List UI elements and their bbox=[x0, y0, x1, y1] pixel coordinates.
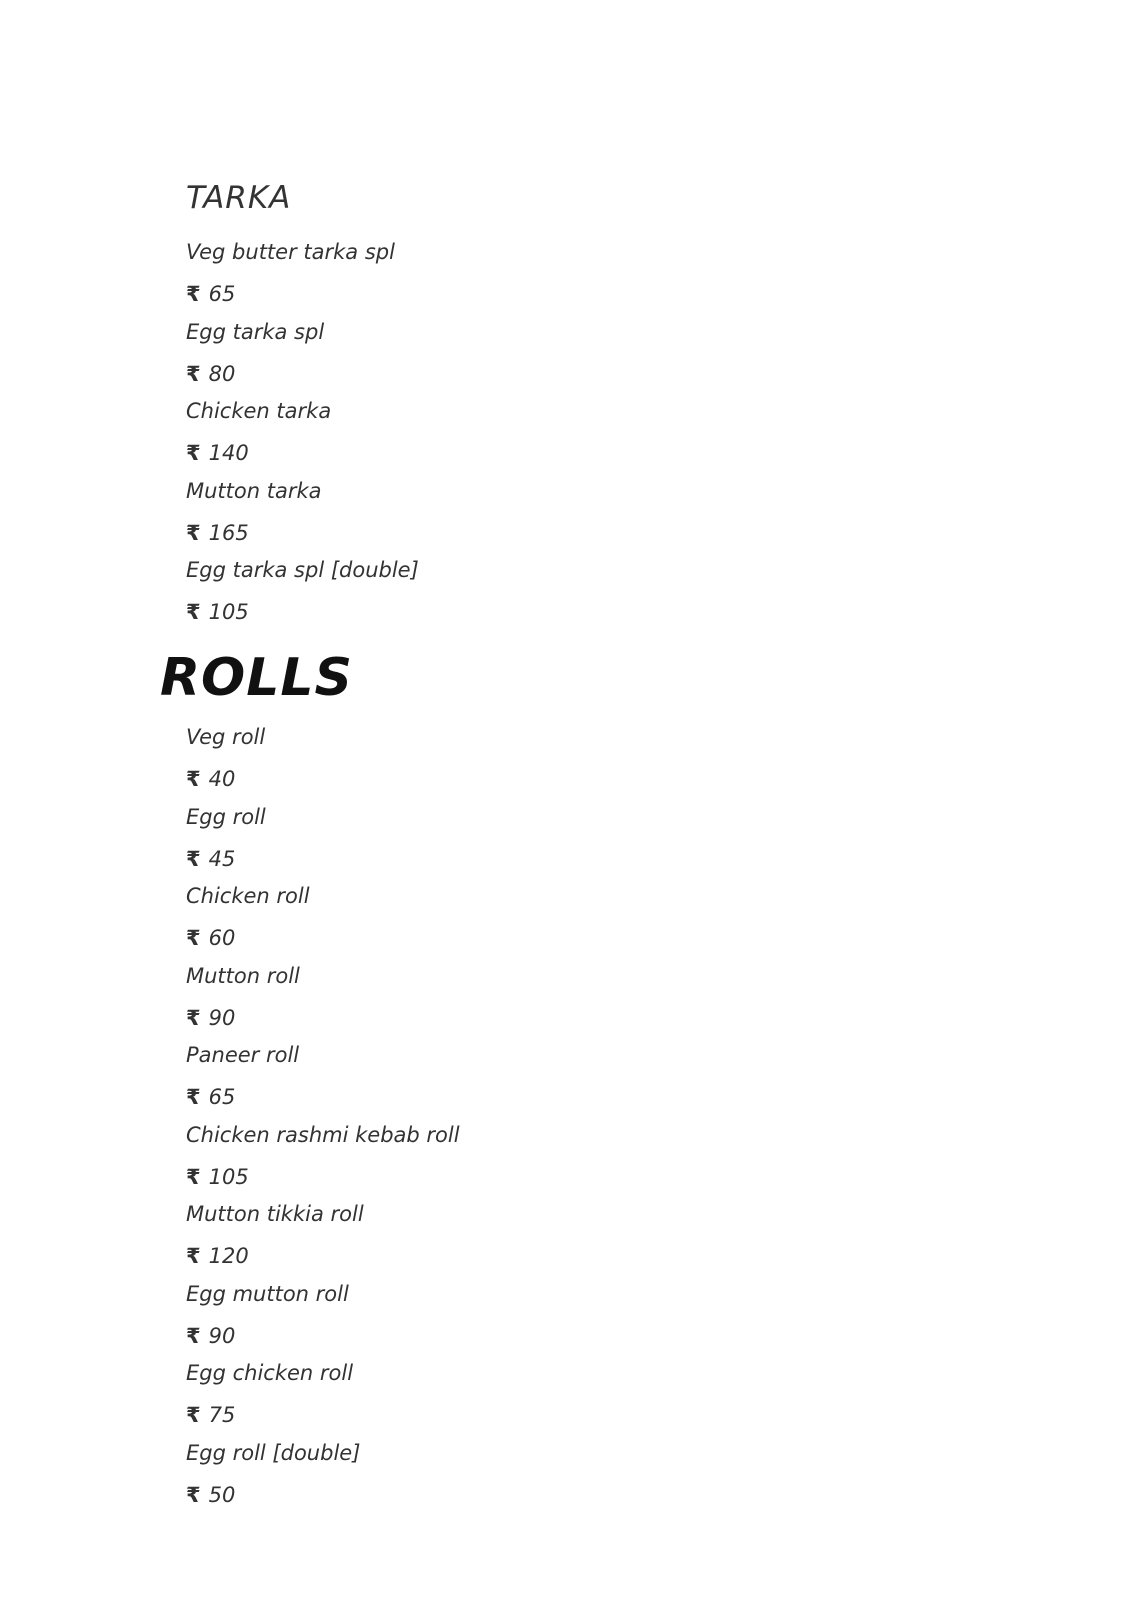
menu-item-name: Egg roll bbox=[186, 804, 266, 829]
section-title-rolls: ROLLS bbox=[160, 648, 353, 708]
price-value: 90 bbox=[208, 1005, 236, 1030]
price-value: 140 bbox=[208, 441, 249, 465]
menu-item-price bbox=[186, 1403, 235, 1427]
menu-item-name: Egg chicken roll bbox=[186, 1361, 354, 1385]
rupee-symbol: ₹ bbox=[186, 767, 201, 791]
rupee-symbol: ₹ bbox=[186, 1085, 201, 1109]
rupee-symbol: ₹ bbox=[186, 1244, 201, 1268]
menu-item-name: Paneer roll bbox=[186, 1043, 300, 1067]
section-title-tarka: TARKA bbox=[186, 180, 292, 216]
rupee-symbol: ₹ bbox=[186, 600, 201, 624]
menu-item-price bbox=[186, 441, 249, 465]
price-value: 165 bbox=[208, 520, 249, 545]
price-value: 65 bbox=[208, 282, 236, 306]
price-value: 65 bbox=[208, 1085, 236, 1109]
rupee-symbol: ₹ bbox=[186, 926, 201, 950]
menu-item-price bbox=[186, 521, 249, 545]
menu-item-price bbox=[186, 1244, 249, 1268]
menu-item-price bbox=[186, 1483, 235, 1507]
menu-item-name: Veg roll bbox=[186, 725, 266, 749]
menu-item-price bbox=[186, 1085, 235, 1109]
price-value: 105 bbox=[208, 1164, 249, 1189]
menu-item-name: Egg tarka spl [double] bbox=[186, 558, 419, 582]
menu-item-price bbox=[186, 767, 235, 791]
rupee-symbol: ₹ bbox=[186, 361, 201, 386]
rupee-symbol: ₹ bbox=[186, 1164, 201, 1189]
menu-item-name: Egg mutton roll bbox=[186, 1281, 349, 1306]
rupee-symbol: ₹ bbox=[186, 1323, 201, 1348]
menu-item-price bbox=[186, 1006, 235, 1030]
menu-item-price bbox=[186, 847, 235, 871]
menu-item-name: Egg roll [double] bbox=[186, 1440, 361, 1465]
menu-item-name: Chicken rashmi kebab roll bbox=[186, 1122, 460, 1147]
menu-item-price bbox=[186, 282, 235, 306]
price-value: 45 bbox=[208, 846, 236, 871]
price-value: 60 bbox=[208, 926, 236, 950]
price-value: 75 bbox=[208, 1403, 236, 1427]
menu-item-name: Veg butter tarka spl bbox=[186, 240, 395, 264]
menu-item-price bbox=[186, 1165, 249, 1189]
price-value: 50 bbox=[208, 1482, 236, 1507]
menu-item-price bbox=[186, 362, 235, 386]
menu-item-name: Chicken tarka bbox=[186, 399, 332, 423]
price-value: 80 bbox=[208, 361, 236, 386]
rupee-symbol: ₹ bbox=[186, 1005, 201, 1030]
rupee-symbol: ₹ bbox=[186, 1403, 201, 1427]
rupee-symbol: ₹ bbox=[186, 1482, 201, 1507]
menu-item-name: Mutton tikkia roll bbox=[186, 1202, 364, 1226]
menu-item-name: Egg tarka spl bbox=[186, 319, 325, 344]
rupee-symbol: ₹ bbox=[186, 846, 201, 871]
rupee-symbol: ₹ bbox=[186, 282, 201, 306]
rupee-symbol: ₹ bbox=[186, 520, 201, 545]
menu-item-name: Mutton roll bbox=[186, 963, 300, 988]
price-value: 105 bbox=[208, 600, 249, 624]
rupee-symbol: ₹ bbox=[186, 441, 201, 465]
menu-item-price bbox=[186, 926, 235, 950]
menu-item-price bbox=[186, 600, 249, 624]
price-value: 120 bbox=[208, 1244, 249, 1268]
price-value: 40 bbox=[208, 767, 236, 791]
menu-item-name: Mutton tarka bbox=[186, 478, 322, 503]
price-value: 90 bbox=[208, 1323, 236, 1348]
menu-item-name: Chicken roll bbox=[186, 884, 310, 908]
menu-item-price bbox=[186, 1324, 235, 1348]
